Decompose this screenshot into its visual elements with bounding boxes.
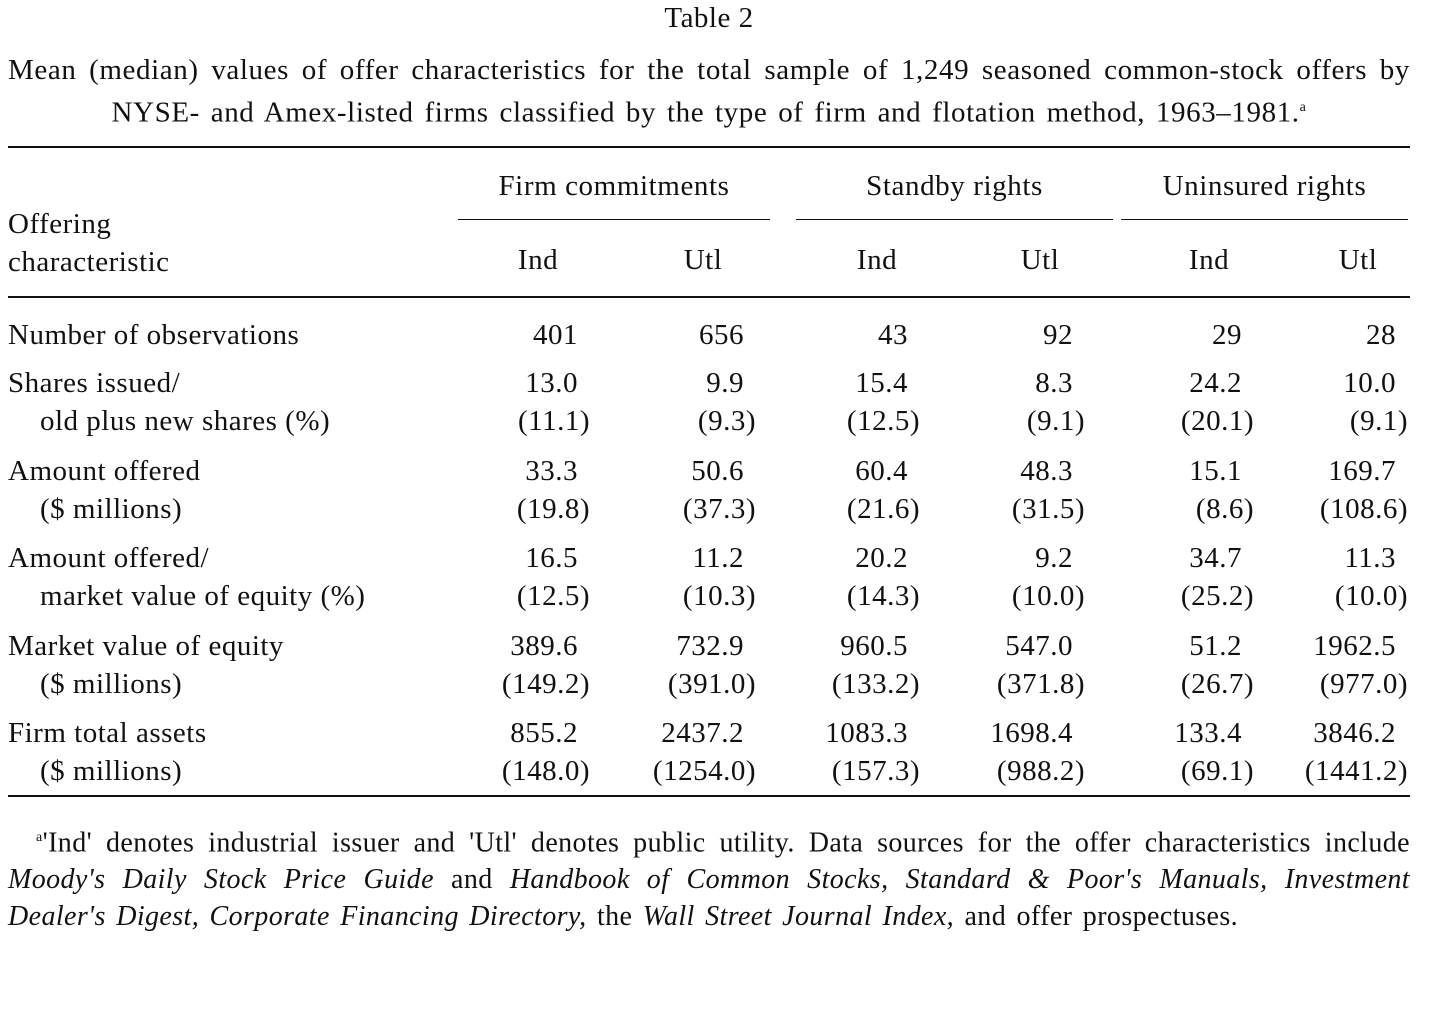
- group-rule: [458, 219, 770, 220]
- row-label: [8, 539, 365, 615]
- table-cell: [1094, 539, 1254, 615]
- footnote-source-title: Moody's Daily Stock Price Guide: [8, 863, 434, 895]
- mean-value: 24.2: [1189, 366, 1242, 399]
- table-cell: [1248, 627, 1408, 703]
- bottom-rule: [8, 795, 1410, 797]
- median-value: (9.3): [697, 404, 756, 437]
- median-value: (133.2): [831, 667, 920, 700]
- table-cell: [596, 316, 756, 354]
- caption-text: Mean (median) values of offer characteristics for the total sample of 1,249 seasoned common-stock offers by NYSE- and Amex-listed firms classified by the type of firm and flotation method, 1963–1981.: [8, 54, 1410, 129]
- column-header: Ind: [1188, 243, 1230, 276]
- table-cell: [760, 364, 920, 440]
- table-cell: [1094, 452, 1254, 528]
- footnote-text: 'Ind' denotes industrial issuer and 'Utl' denotes public utility. Data sources for the offer characteristics include: [42, 826, 1410, 858]
- mean-value: 133.4: [1174, 716, 1242, 749]
- table-cell: [925, 714, 1085, 790]
- row-label: [8, 316, 299, 354]
- group-rule: [796, 219, 1113, 220]
- footnote-text: the: [586, 900, 643, 932]
- median-value: (10.3): [682, 579, 756, 612]
- row-label: [8, 627, 284, 703]
- table-caption: [8, 52, 1410, 132]
- table-cell: [596, 452, 756, 528]
- mean-value: 656: [699, 318, 744, 351]
- mean-value: 2437.2: [661, 716, 744, 749]
- table-cell: [596, 539, 756, 615]
- footnote-text: and: [433, 863, 510, 895]
- mean-value: 547.0: [1005, 629, 1073, 662]
- table-cell: [1094, 364, 1254, 440]
- median-value: (19.8): [516, 492, 590, 525]
- table-cell: [925, 364, 1085, 440]
- table-cell: [925, 452, 1085, 528]
- row-label-main: Amount offered/: [8, 541, 210, 574]
- mean-value: 9.9: [706, 366, 744, 399]
- table-cell: [430, 452, 590, 528]
- mean-value: 60.4: [855, 454, 908, 487]
- table-cell: [1248, 364, 1408, 440]
- mean-value: 732.9: [676, 629, 744, 662]
- row-label-sub: ($ millions): [40, 492, 183, 525]
- mean-value: 855.2: [510, 716, 578, 749]
- median-value: (26.7): [1180, 667, 1254, 700]
- mean-value: 10.0: [1343, 366, 1396, 399]
- median-value: (25.2): [1180, 579, 1254, 612]
- median-value: (108.6): [1319, 492, 1408, 525]
- group-header: Uninsured rights: [1162, 169, 1367, 202]
- median-value: (12.5): [516, 579, 590, 612]
- mean-value: 28: [1366, 318, 1396, 351]
- table-cell: [596, 627, 756, 703]
- mean-value: 29: [1212, 318, 1242, 351]
- mean-value: 1698.4: [990, 716, 1073, 749]
- mean-value: 1962.5: [1313, 629, 1396, 662]
- median-value: (12.5): [846, 404, 920, 437]
- table-cell: [760, 714, 920, 790]
- row-label-main: Amount offered: [8, 454, 201, 487]
- footnote-source-title: Wall Street Journal Index,: [642, 900, 955, 932]
- table-header: [8, 148, 1410, 296]
- median-value: (69.1): [1180, 754, 1254, 787]
- median-value: (391.0): [667, 667, 756, 700]
- median-value: (157.3): [831, 754, 920, 787]
- footnote-text: and offer prospectuses.: [954, 900, 1239, 932]
- median-value: (988.2): [996, 754, 1085, 787]
- row-label-sub: old plus new shares (%): [40, 404, 331, 437]
- median-value: (10.0): [1011, 579, 1085, 612]
- table-number: Table 2: [664, 2, 754, 34]
- median-value: (1441.2): [1304, 754, 1408, 787]
- median-value: (149.2): [501, 667, 590, 700]
- table-cell: [596, 714, 756, 790]
- caption-footnote-marker: a: [1299, 100, 1307, 115]
- median-value: (1254.0): [652, 754, 756, 787]
- mean-value: 8.3: [1035, 366, 1073, 399]
- table-cell: [760, 627, 920, 703]
- footnote-marker: a: [36, 829, 43, 845]
- column-header: Utl: [1338, 243, 1378, 276]
- mean-value: 20.2: [855, 541, 908, 574]
- median-value: (21.6): [846, 492, 920, 525]
- stub-header-line: characteristic: [8, 245, 170, 278]
- table-cell: [430, 316, 590, 354]
- table-cell: [1248, 452, 1408, 528]
- table-cell: [925, 627, 1085, 703]
- table-cell: [925, 316, 1085, 354]
- group-header: Firm commitments: [498, 169, 730, 202]
- group-rule: [1121, 219, 1408, 220]
- mean-value: 16.5: [525, 541, 578, 574]
- mean-value: 9.2: [1035, 541, 1073, 574]
- median-value: (31.5): [1011, 492, 1085, 525]
- median-value: (14.3): [846, 579, 920, 612]
- stub-header: [8, 205, 170, 281]
- footnote-source-title: Handbook of Common Stocks, Standard & Poor's Manuals, Investment Dealer's Digest, Corporate Financing Directory,: [8, 863, 1410, 932]
- column-header: Utl: [683, 243, 723, 276]
- median-value: (20.1): [1180, 404, 1254, 437]
- mean-value: 92: [1043, 318, 1073, 351]
- column-header: Ind: [517, 243, 559, 276]
- column-header: Ind: [856, 243, 898, 276]
- mean-value: 43: [878, 318, 908, 351]
- table-cell: [925, 539, 1085, 615]
- table-cell: [1248, 316, 1408, 354]
- mean-value: 15.4: [855, 366, 908, 399]
- median-value: (10.0): [1334, 579, 1408, 612]
- median-value: (9.1): [1026, 404, 1085, 437]
- mean-value: 50.6: [691, 454, 744, 487]
- median-value: (148.0): [501, 754, 590, 787]
- mean-value: 960.5: [840, 629, 908, 662]
- row-label-main: Number of observations: [8, 318, 300, 351]
- mean-value: 3846.2: [1313, 716, 1396, 749]
- mean-value: 169.7: [1328, 454, 1396, 487]
- row-label-main: Firm total assets: [8, 716, 207, 749]
- row-label-main: Shares issued/: [8, 366, 181, 399]
- row-label: [8, 714, 207, 790]
- mean-value: 401: [533, 318, 578, 351]
- row-label-sub: ($ millions): [40, 754, 183, 787]
- group-header: Standby rights: [866, 169, 1043, 202]
- row-label-main: Market value of equity: [8, 629, 284, 662]
- mean-value: 51.2: [1189, 629, 1242, 662]
- mean-value: 1083.3: [825, 716, 908, 749]
- row-label: [8, 364, 330, 440]
- median-value: (371.8): [996, 667, 1085, 700]
- median-value: (37.3): [682, 492, 756, 525]
- data-table: [8, 148, 1410, 797]
- table-cell: [760, 539, 920, 615]
- table-cell: [760, 316, 920, 354]
- mean-value: 11.3: [1344, 541, 1396, 574]
- column-header: Utl: [1020, 243, 1060, 276]
- table-body: [8, 298, 1410, 795]
- table-cell: [1094, 714, 1254, 790]
- median-value: (8.6): [1195, 492, 1254, 525]
- median-value: (977.0): [1319, 667, 1408, 700]
- table-cell: [1248, 539, 1408, 615]
- table-cell: [1248, 714, 1408, 790]
- mean-value: 34.7: [1189, 541, 1242, 574]
- mean-value: 48.3: [1020, 454, 1073, 487]
- table-cell: [430, 539, 590, 615]
- row-label-sub: ($ millions): [40, 667, 183, 700]
- table-cell: [1094, 316, 1254, 354]
- mean-value: 33.3: [525, 454, 578, 487]
- table-cell: [430, 364, 590, 440]
- table-cell: [430, 627, 590, 703]
- median-value: (11.1): [518, 404, 590, 437]
- mean-value: 11.2: [692, 541, 744, 574]
- mean-value: 13.0: [525, 366, 578, 399]
- median-value: (9.1): [1349, 404, 1408, 437]
- table-cell: [760, 452, 920, 528]
- table-cell: [596, 364, 756, 440]
- table-page: [8, 0, 1410, 935]
- mean-value: 389.6: [510, 629, 578, 662]
- row-label-sub: market value of equity (%): [40, 579, 366, 612]
- table-footnote: [8, 819, 1410, 935]
- table-cell: [1094, 627, 1254, 703]
- mean-value: 15.1: [1189, 454, 1242, 487]
- row-label: [8, 452, 201, 528]
- table-cell: [430, 714, 590, 790]
- stub-header-line: Offering: [8, 207, 112, 240]
